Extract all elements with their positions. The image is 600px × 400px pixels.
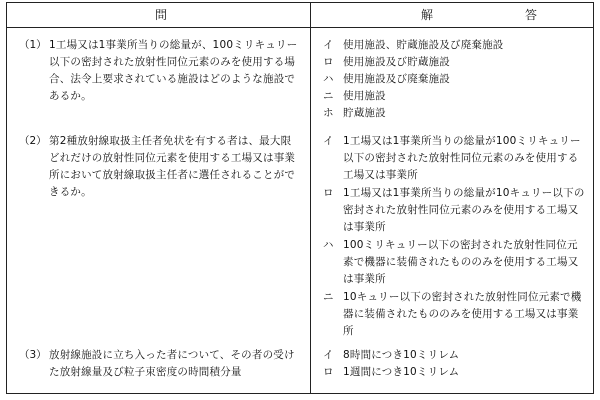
answer-option-text: 100ミリキュリー以下の密封された放射性同位元素で機器に装備されたもののみを使用する工場又は事業所	[343, 239, 579, 285]
question-text: 1工場又は1事業所当りの総量が、100ミリキュリー以下の密封された放射性同位元素のみを使用する場合、法令上要求されている施設はどのような施設であるか。	[49, 39, 298, 102]
answer-option-text: 使用施設及び貯蔵施設	[343, 56, 450, 68]
answer-option	[323, 289, 585, 340]
question-column-header: 問	[155, 8, 169, 22]
answer-option-mark: ホ	[323, 107, 334, 119]
exam-table	[6, 2, 594, 394]
answer-option-text: 8時間につき10ミリレム	[343, 349, 460, 361]
header-divider	[7, 27, 593, 28]
question-number: （3）	[19, 349, 47, 361]
answer-column-header-2: 答	[525, 8, 539, 22]
answer-option-mark: ニ	[323, 90, 334, 102]
answer-option	[323, 185, 585, 236]
column-divider	[310, 3, 311, 393]
answer-option	[323, 364, 585, 381]
answer-option-mark: ニ	[323, 291, 334, 303]
answer-option-mark: イ	[323, 39, 334, 51]
answer-option-mark: ロ	[323, 366, 334, 378]
answer-option-text: 10キュリー以下の密封された放射性同位元素で機器に装備されたもののみを使用する工場又は事業所	[343, 291, 582, 337]
answer-option-mark: ロ	[323, 187, 334, 199]
question-text: 放射線施設に立ち入った者について、その者の受けた放射線量及び粒子束密度の時間積分量	[49, 349, 295, 378]
answer-option	[323, 237, 585, 288]
answer-option-mark: ハ	[323, 73, 334, 85]
answer-option	[323, 71, 585, 88]
answer-option	[323, 347, 585, 364]
answer-option-text: 使用施設及び廃棄施設	[343, 73, 450, 85]
answer-option	[323, 54, 585, 71]
answer-option-mark: イ	[323, 349, 334, 361]
question-text: 第2種放射線取扱主任者免状を有する者は、最大限どれだけの放射性同位元素を使用する工場又は事業所において放射線取扱主任者に選任されることができるか。	[49, 135, 296, 198]
answer-option-text: 1工場又は1事業所当りの総量が100ミリキュリー以下の密封された放射性同位元素のみを使用する工場又は事業所	[343, 135, 581, 181]
answer-option-text: 使用施設、貯蔵施設及び廃棄施設	[343, 39, 504, 51]
answer-option-mark: ロ	[323, 56, 334, 68]
answer-option-text: 1週間につき10ミリレム	[343, 366, 460, 378]
question-number: （1）	[19, 39, 47, 51]
answer-option-mark: ハ	[323, 239, 334, 251]
answer-option-text: 1工場又は1事業所当りの総量が10キュリー以下の密封された放射性同位元素のみを使用する工場又は事業所	[343, 187, 585, 233]
answer-option-text: 使用施設	[343, 90, 386, 102]
answer-option	[323, 105, 585, 122]
answer-option-text: 貯蔵施設	[343, 107, 386, 119]
answer-column-header-1: 解	[421, 8, 435, 22]
question-number: （2）	[19, 135, 47, 147]
answer-option-mark: イ	[323, 135, 334, 147]
answer-option	[323, 88, 585, 105]
answer-option	[323, 133, 585, 184]
answer-option	[323, 37, 585, 54]
